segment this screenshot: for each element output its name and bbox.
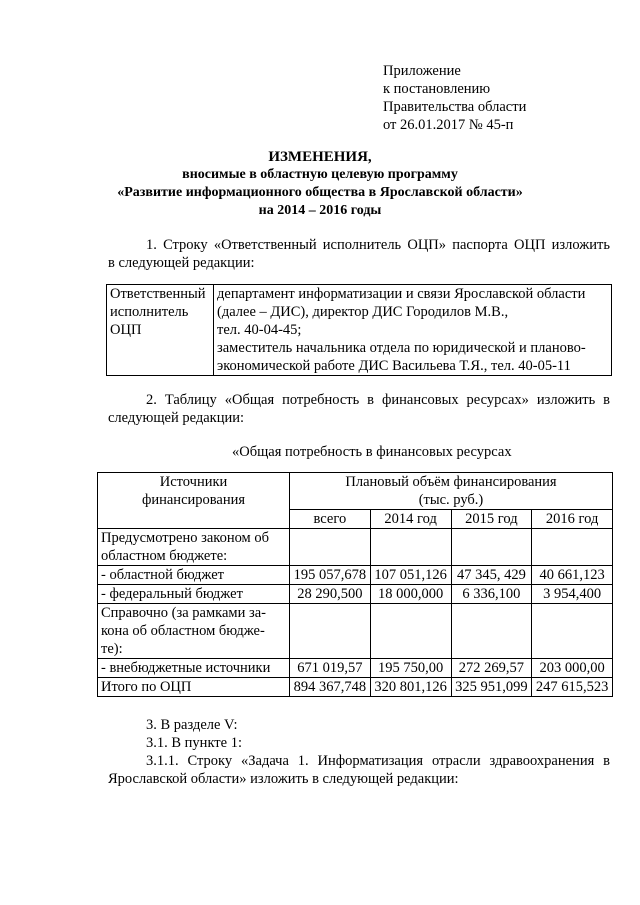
header-line: (тыс. руб.) xyxy=(418,492,484,508)
section-line: областном бюджете: xyxy=(101,548,228,564)
value-line: департамент информатизации и связи Ярославской области xyxy=(217,286,586,302)
table-row xyxy=(107,285,612,376)
value-line: тел. 40-04-45; xyxy=(217,322,302,338)
appendix-line: Правительства области xyxy=(383,99,527,115)
table-header-row xyxy=(98,473,613,510)
item-3-1: 3.1. В пункте 1: xyxy=(146,735,242,751)
empty-cell xyxy=(290,529,371,566)
responsible-executor-table xyxy=(106,284,612,376)
responsible-value-cell xyxy=(214,285,612,376)
table-row xyxy=(98,585,613,604)
value-cell: 195 750,00 xyxy=(370,659,451,678)
row-label: Итого по ОЦП xyxy=(98,678,290,697)
value-cell: 325 951,099 xyxy=(451,678,532,697)
section-label-cell xyxy=(98,529,290,566)
table-row xyxy=(98,566,613,585)
value-cell: 195 057,678 xyxy=(290,566,371,585)
table-heading: «Общая потребность в финансовых ресурсах xyxy=(232,444,512,460)
title-program-name: «Развитие информационного общества в Ярославской области» xyxy=(117,185,523,200)
item-3-1-1-paragraph xyxy=(108,752,610,788)
item-3: 3. В разделе V: xyxy=(146,717,238,733)
item-1-line: 1. Строку «Ответственный исполнитель ОЦП» паспорта ОЦП изложить xyxy=(146,237,610,253)
section-line: кона об областном бюдже- xyxy=(101,623,265,639)
table-row xyxy=(98,529,613,566)
value-cell: 6 336,100 xyxy=(451,585,532,604)
empty-cell xyxy=(532,604,613,659)
empty-cell xyxy=(532,529,613,566)
value-cell: 894 367,748 xyxy=(290,678,371,697)
item-1-paragraph xyxy=(108,236,610,272)
value-cell: 247 615,523 xyxy=(532,678,613,697)
appendix-line: к постановлению xyxy=(383,81,491,97)
item-3-1-1-line: Ярославской области» изложить в следующей редакции: xyxy=(108,771,459,787)
item-2-line: 2. Таблицу «Общая потребность в финансовых ресурсах» изложить в xyxy=(146,392,610,408)
section-line: те): xyxy=(101,641,123,657)
col-header: 2015 год xyxy=(451,510,532,529)
value-line: (далее – ДИС), директор ДИС Городилов М.В., xyxy=(217,304,509,320)
appendix-block xyxy=(383,62,526,134)
col-header: 2014 год xyxy=(370,510,451,529)
appendix-date-line: от 26.01.2017 № 45-п xyxy=(383,117,514,133)
table-total-row xyxy=(98,678,613,697)
label-line: исполнитель xyxy=(110,304,189,320)
value-cell: 107 051,126 xyxy=(370,566,451,585)
document-title: ИЗМЕНЕНИЯ, xyxy=(268,149,372,165)
finance-table xyxy=(97,472,613,697)
empty-cell xyxy=(370,604,451,659)
col-header: 2016 год xyxy=(532,510,613,529)
empty-cell xyxy=(451,529,532,566)
label-line: ОЦП xyxy=(110,322,142,338)
value-cell: 320 801,126 xyxy=(370,678,451,697)
table-row xyxy=(98,659,613,678)
item-1-line: в следующей редакции: xyxy=(108,255,255,271)
col-header: всего xyxy=(290,510,371,529)
header-plan-cell xyxy=(290,473,613,510)
item-3-1-1-line: 3.1.1. Строку «Задача 1. Информатизация отрасли здравоохранения в xyxy=(146,753,610,769)
value-line: заместитель начальника отдела по юридической и планово- xyxy=(217,340,586,356)
responsible-label-cell xyxy=(107,285,214,376)
value-cell: 272 269,57 xyxy=(451,659,532,678)
header-line: финансирования xyxy=(141,492,246,508)
section-line: Предусмотрено законом об xyxy=(101,530,269,546)
row-label: - областной бюджет xyxy=(98,566,290,585)
empty-cell xyxy=(290,604,371,659)
appendix-line: Приложение xyxy=(383,63,461,79)
header-line: Источники xyxy=(159,474,228,490)
label-line: Ответственный xyxy=(110,286,206,302)
value-cell: 3 954,400 xyxy=(532,585,613,604)
value-cell: 203 000,00 xyxy=(532,659,613,678)
header-line: Плановый объём финансирования xyxy=(345,474,557,490)
item-2-paragraph xyxy=(108,391,610,427)
table-row xyxy=(98,604,613,659)
title-line: вносимые в областную целевую программу xyxy=(182,167,458,182)
value-cell: 28 290,500 xyxy=(290,585,371,604)
empty-cell xyxy=(370,529,451,566)
row-label: - внебюджетные источники xyxy=(98,659,290,678)
value-cell: 671 019,57 xyxy=(290,659,371,678)
empty-cell xyxy=(451,604,532,659)
value-cell: 40 661,123 xyxy=(532,566,613,585)
section-line: Справочно (за рамками за- xyxy=(101,605,266,621)
header-source-cell xyxy=(98,473,290,529)
row-label: - федеральный бюджет xyxy=(98,585,290,604)
value-cell: 47 345, 429 xyxy=(451,566,532,585)
value-line: экономической работе ДИС Васильева Т.Я., тел. 40-05-11 xyxy=(217,358,571,374)
value-cell: 18 000,000 xyxy=(370,585,451,604)
section-label-cell xyxy=(98,604,290,659)
item-2-line: следующей редакции: xyxy=(108,410,245,426)
title-period: на 2014 – 2016 годы xyxy=(258,203,382,218)
